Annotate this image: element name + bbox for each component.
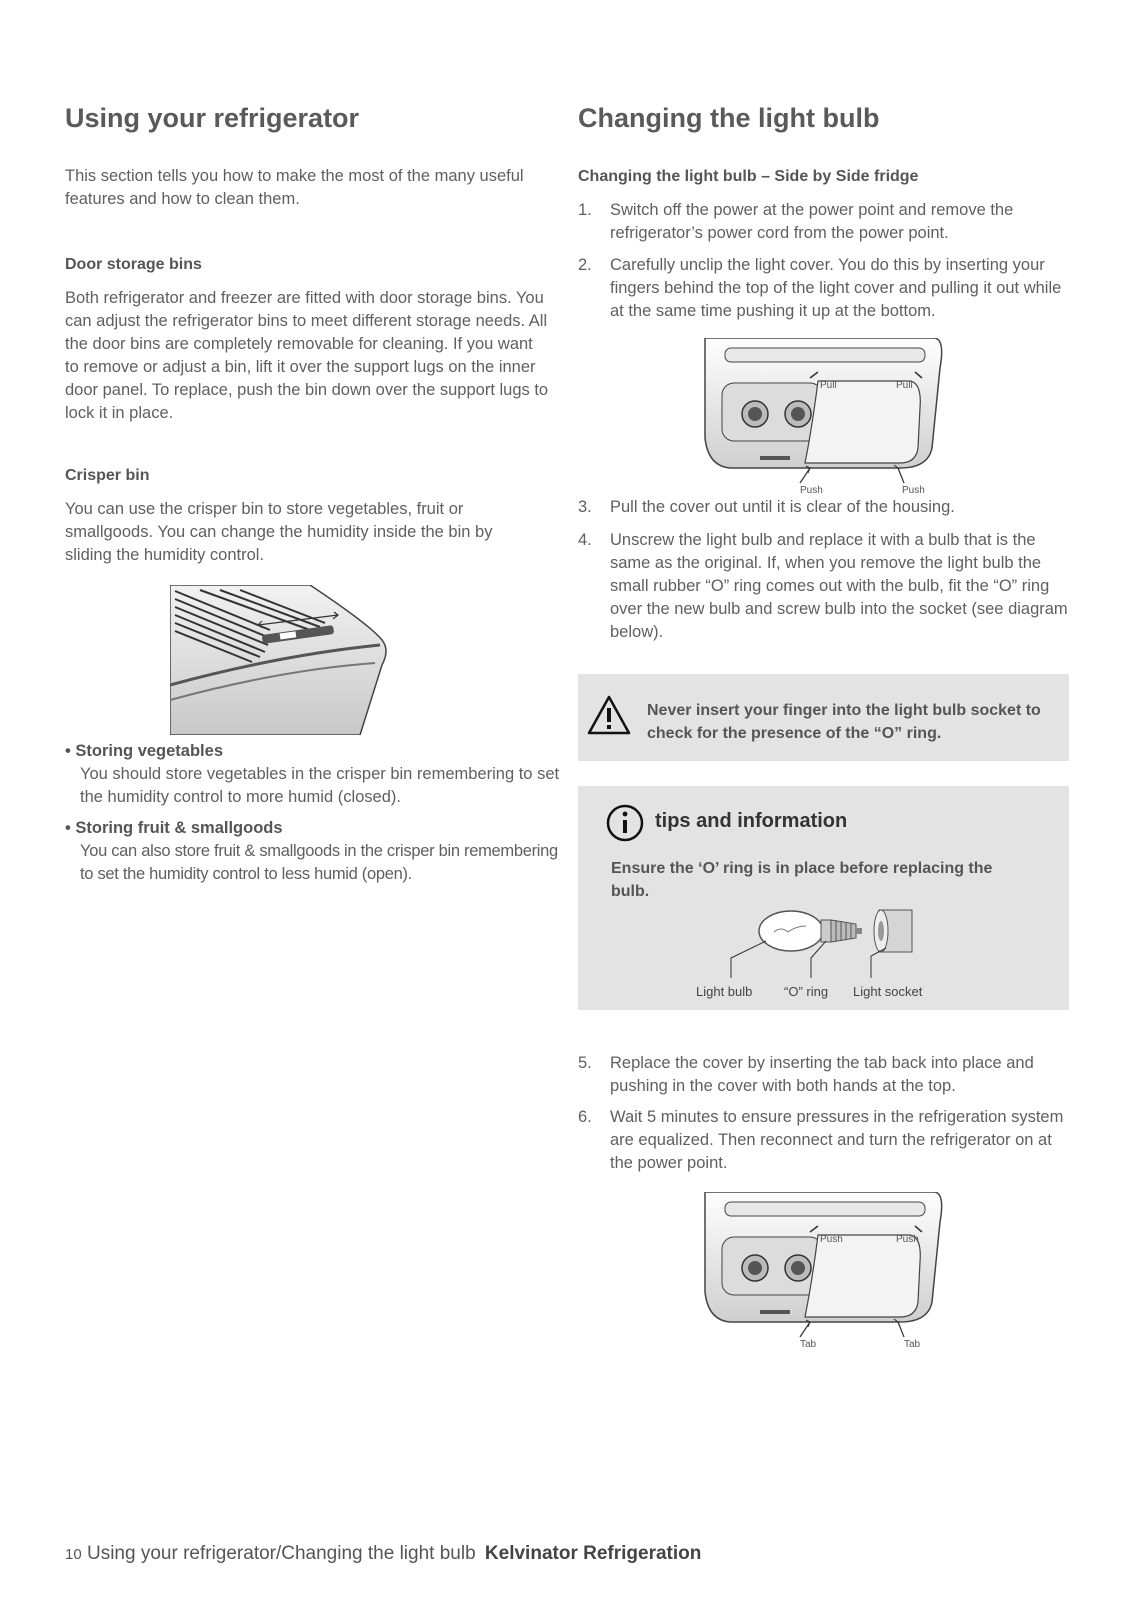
light-bulb-label: Light bulb — [696, 984, 753, 999]
step-number: 5. — [578, 1054, 592, 1072]
push-label-right: Push — [902, 485, 925, 496]
step-number: 6. — [578, 1108, 592, 1126]
step-text: Replace the cover by inserting the tab back into place and pushing in the cover with both hands at the top. — [610, 1054, 1034, 1095]
intro-text: This section tells you how to make the most of the many useful features and how to clean them. — [65, 167, 524, 208]
step-text: Pull the cover out until it is clear of the housing. — [610, 498, 955, 516]
step-number: 4. — [578, 531, 592, 549]
push-label-left: Push — [800, 485, 823, 496]
push-label-right: Push — [896, 1234, 919, 1245]
step-text: Switch off the power at the power point and remove the refrigerator’s power cord from the power point. — [610, 201, 1014, 242]
footer-brand: Kelvinator Refrigeration — [484, 1543, 702, 1564]
push-label-left: Push — [820, 1234, 843, 1245]
o-ring-label: “O” ring — [784, 984, 829, 999]
step-text: Wait 5 minutes to ensure pressures in the refrigeration system are equalized. Then reconnect and turn the refrigerator on at the power point. — [610, 1108, 1064, 1172]
bullet-title: Storing vegetables — [75, 742, 223, 760]
page-number: 10 — [65, 1546, 82, 1563]
step-number: 2. — [578, 256, 592, 274]
tab-label-right: Tab — [904, 1339, 921, 1350]
step-number: 3. — [578, 498, 592, 516]
light-socket-label: Light socket — [853, 984, 923, 999]
door-bins-heading: Door storage bins — [65, 256, 202, 273]
light-cover-diagram-1 — [700, 338, 948, 498]
warning-triangle-icon — [586, 694, 632, 736]
step-text: Unscrew the light bulb and replace it with a bulb that is the same as the original. If, when you remove the light bulb the small rubber “O” ring comes out with the bulb, fit the “O” ring over the new bulb and screw bulb into the socket (see diagram below). — [610, 531, 1068, 641]
light-cover-diagram-2 — [700, 1192, 948, 1352]
left-page-title: Using your refrigerator — [65, 103, 360, 133]
bulb-diagram — [686, 896, 966, 1001]
pull-label-left: Pull — [820, 380, 837, 391]
right-page-title: Changing the light bulb — [578, 103, 880, 133]
pull-label-right: Pull — [896, 380, 913, 391]
page-footer — [65, 1543, 701, 1565]
tips-box — [578, 786, 1069, 1010]
bullet-text: You should store vegetables in the crisper bin remembering to set the humidity control to more humid (closed). — [80, 765, 560, 806]
crisper-heading: Crisper bin — [65, 467, 150, 484]
footer-section: Using your refrigerator/Changing the light bulb — [86, 1543, 476, 1564]
tab-label-left: Tab — [800, 1339, 817, 1350]
warning-text: Never insert your finger into the light bulb socket to check for the presence of the “O” ring. — [647, 702, 1041, 742]
bullet-storing-vegetables: • Storing vegetables You should store vegetables in the crisper bin remembering to set the humidity control to more humid (closed). — [65, 740, 565, 809]
tips-text: Ensure the ‘O’ ring is in place before replacing the bulb. — [611, 860, 993, 900]
info-icon — [605, 803, 645, 843]
side-by-side-heading: Changing the light bulb – Side by Side fridge — [578, 168, 919, 185]
bullet-title: Storing fruit & smallgoods — [75, 819, 283, 837]
door-bins-text: Both refrigerator and freezer are fitted with door storage bins. You can adjust the refrigerator bins to meet different storage needs. All the door bins are completely removable for cleaning. If you want to remove or adjust a bin, lift it over the support lugs on the inner door panel. To replace, push the bin down over the support lugs to lock it in place. — [65, 289, 549, 422]
step-text: Carefully unclip the light cover. You do this by inserting your fingers behind the top of the light cover and pulling it out while at the same time pushing it up at the bottom. — [610, 256, 1062, 320]
warning-box — [578, 674, 1069, 761]
tips-title: tips and information — [655, 810, 848, 832]
crisper-text: You can use the crisper bin to store vegetables, fruit or smallgoods. You can change the humidity inside the bin by sliding the humidity control. — [65, 500, 493, 564]
bullet-text: You can also store fruit & smallgoods in the crisper bin remembering to set the humidity control to less humid (open). — [80, 842, 558, 883]
bullet-storing-fruit: • Storing fruit & smallgoods You can also store fruit & smallgoods in the crisper bin remembering to set the humidity control to less humid (open). — [65, 817, 565, 886]
crisper-bin-illustration — [170, 585, 395, 735]
step-number: 1. — [578, 201, 592, 219]
